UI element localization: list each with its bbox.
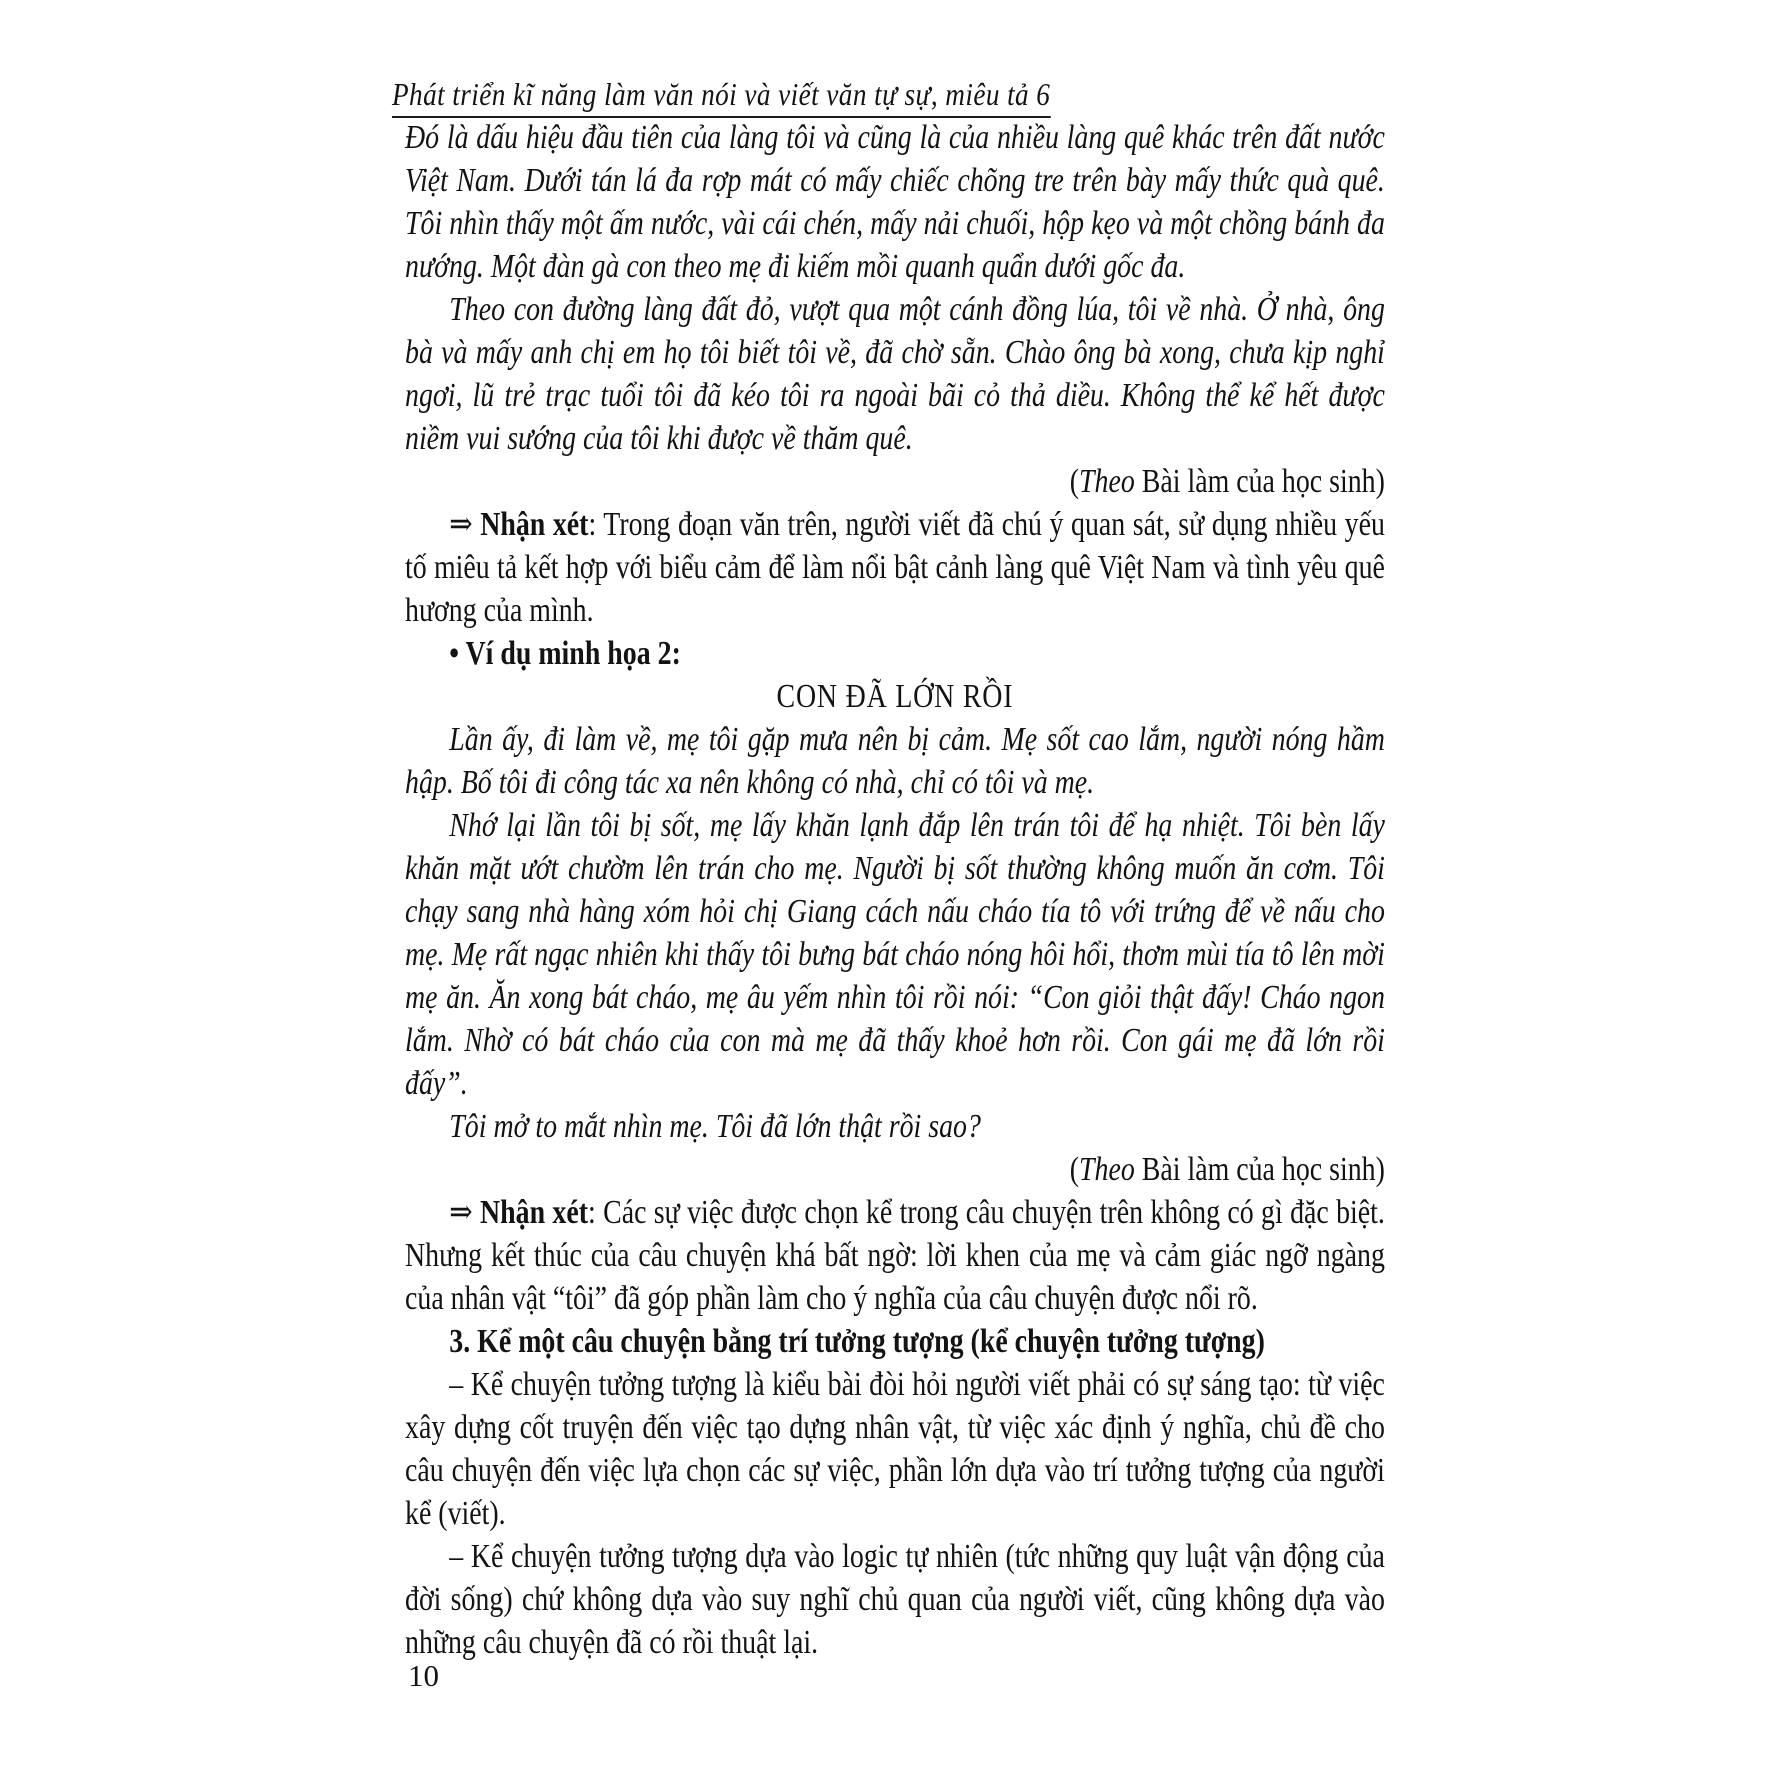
story2-paragraph-2: Nhớ lại lần tôi bị sốt, mẹ lấy khăn lạnh đắp lên trán tôi để hạ nhiệt. Tôi bèn lấy khăn mặt ướt chườm lên trán cho mẹ. Người bị sốt thường không muốn ăn cơm. Tôi chạy sang nhà hàng xóm hỏi chị Giang cách nấu cháo tía tô với trứng để về nấu cho mẹ. Mẹ rất ngạc nhiên khi thấy tôi bưng bát cháo nóng hôi hổi, thơm mùi tía tô lên mời mẹ ăn. Ăn xong bát cháo, mẹ âu yếm nhìn tôi rồi nói: “Con giỏi thật đấy! Cháo ngon lắm. Nhờ có bát cháo của con mà mẹ đã thấy khoẻ hơn rồi. Con gái mẹ đã lớn rồi đấy”. xyxy=(405,807,1385,1102)
attribution-1: (Theo Bài làm của học sinh) xyxy=(1069,463,1385,500)
example-2-label: • Ví dụ minh họa 2: xyxy=(449,635,681,672)
section-3-heading: 3. Kể một câu chuyện bằng trí tưởng tượng (kể chuyện tưởng tượng) xyxy=(449,1323,1265,1360)
page-body xyxy=(405,116,1385,1664)
story1-paragraph-2: Theo con đường làng đất đỏ, vượt qua một cánh đồng lúa, tôi về nhà. Ở nhà, ông bà và mấy anh chị em họ tôi biết tôi về, đã chờ sẵn. Chào ông bà xong, chưa kịp nghỉ ngơi, lũ trẻ trạc tuổi tôi đã kéo tôi ra ngoài bãi cỏ thả diều. Không thể kể hết được niềm vui sướng của tôi khi được về thăm quê. xyxy=(405,291,1385,457)
story2-paragraph-1: Lần ấy, đi làm về, mẹ tôi gặp mưa nên bị cảm. Mẹ sốt cao lắm, người nóng hầm hập. Bố tôi đi công tác xa nên không có nhà, chỉ có tôi và mẹ. xyxy=(405,721,1385,801)
comment-paragraph-1: ⇒ Nhận xét: Trong đoạn văn trên, người viết đã chú ý quan sát, sử dụng nhiều yếu tố miêu tả kết hợp với biểu cảm để làm nổi bật cảnh làng quê Việt Nam và tình yêu quê hương của mình. xyxy=(405,506,1385,629)
story1-paragraph-1: Đó là dấu hiệu đầu tiên của làng tôi và cũng là của nhiều làng quê khác trên đất nước Việt Nam. Dưới tán lá đa rợp mát có mấy chiếc chõng tre trên bày mấy thức quà quê. Tôi nhìn thấy một ấm nước, vài cái chén, mấy nải chuối, hộp kẹo và một chồng bánh đa nướng. Một đàn gà con theo mẹ đi kiếm mồi quanh quẩn dưới gốc đa. xyxy=(405,119,1385,285)
comment-paragraph-2: ⇒ Nhận xét: Các sự việc được chọn kể trong câu chuyện trên không có gì đặc biệt. Nhưng kết thúc của câu chuyện khá bất ngờ: lời khen của mẹ và cảm giác ngỡ ngàng của nhân vật “tôi” đã góp phần làm cho ý nghĩa của câu chuyện được nổi rõ. xyxy=(405,1194,1385,1317)
running-head-title: Phát triển kĩ năng làm văn nói và viết văn tự sự, miêu tả 6 xyxy=(392,74,1050,118)
page-number: 10 xyxy=(408,1658,439,1693)
story-title: CON ĐÃ LỚN RỒI xyxy=(776,678,1014,715)
imagination-paragraph-1: – Kể chuyện tưởng tượng là kiểu bài đòi hỏi người viết phải có sự sáng tạo: từ việc xây dựng cốt truyện đến việc tạo dựng nhân vật, từ việc xác định ý nghĩa, chủ đề cho câu chuyện đến việc lựa chọn các sự việc, phần lớn dựa vào trí tưởng tượng của người kể (viết). xyxy=(405,1366,1385,1532)
story2-paragraph-3: Tôi mở to mắt nhìn mẹ. Tôi đã lớn thật rồi sao? xyxy=(449,1108,981,1145)
attribution-2: (Theo Bài làm của học sinh) xyxy=(1069,1151,1385,1188)
imagination-paragraph-2: – Kể chuyện tưởng tượng dựa vào logic tự nhiên (tức những quy luật vận động của đời sống) chứ không dựa vào suy nghĩ chủ quan của người viết, cũng không dựa vào những câu chuyện đã có rồi thuật lại. xyxy=(405,1538,1385,1661)
